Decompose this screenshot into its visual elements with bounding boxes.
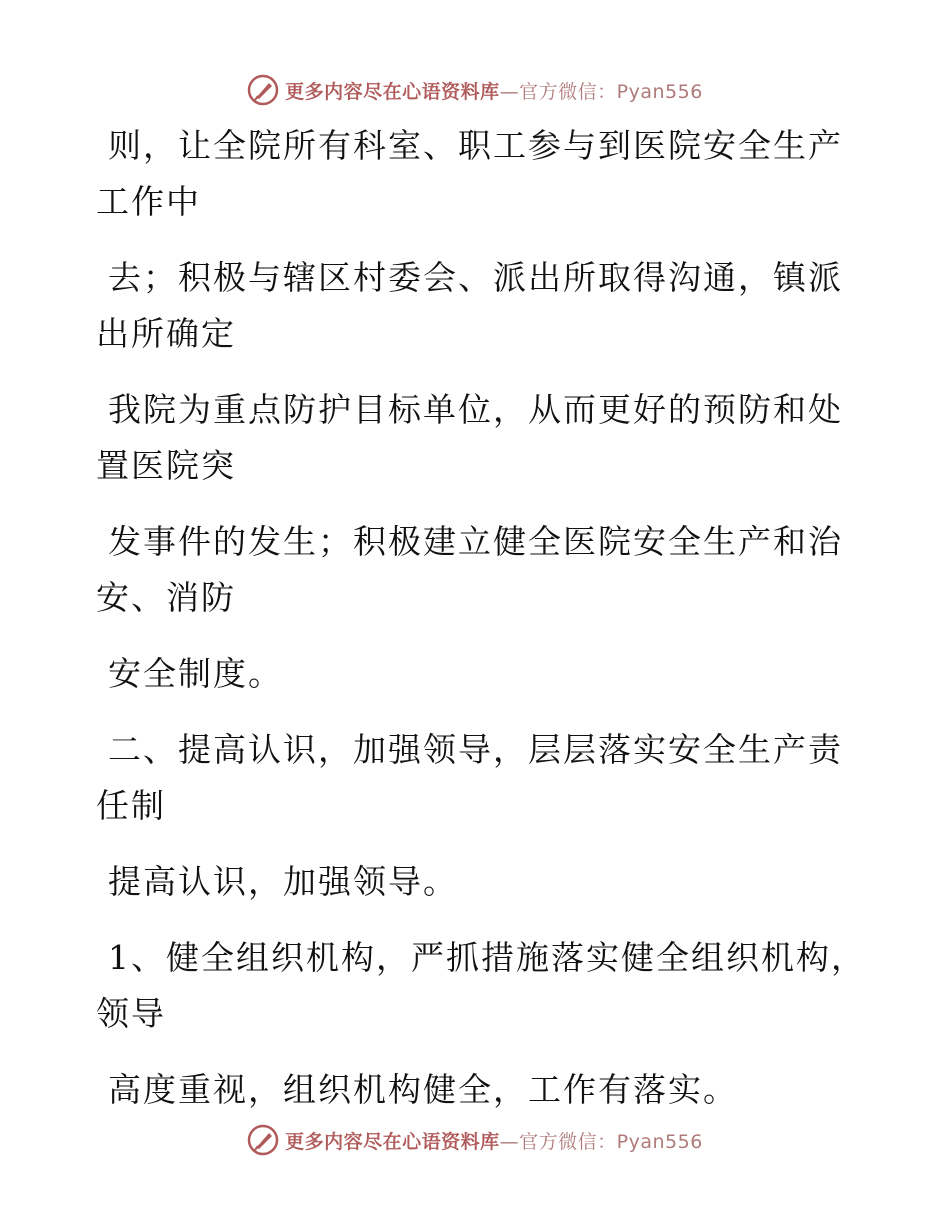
text-line: 安、消防 (96, 578, 236, 617)
paragraph (96, 514, 843, 626)
text-line: 发事件的发生；积极建立健全医院安全生产和治 (108, 522, 843, 561)
text-line: 二、提高认识，加强领导，层层落实安全生产责 (108, 730, 843, 769)
banner-text-main: 更多内容尽在心语资料库 (285, 1130, 500, 1153)
feather-pen-icon (247, 74, 279, 106)
text-line: 工作中 (96, 182, 201, 221)
text-line: 出所确定 (96, 314, 236, 353)
paragraph (96, 250, 843, 362)
banner-text-tail: —官方微信：Pyan556 (499, 80, 703, 103)
paragraph (96, 854, 836, 910)
text-line: 高度重视，组织机构健全，工作有落实。 (108, 1070, 738, 1109)
banner-text-tail: —官方微信：Pyan556 (499, 1130, 703, 1153)
paragraph (96, 118, 843, 230)
paragraph (96, 646, 836, 702)
paragraph (96, 382, 843, 494)
paragraph (96, 1062, 836, 1118)
feather-pen-icon (247, 1124, 279, 1156)
footer-watermark-banner (0, 1120, 950, 1160)
text-line: 安全制度。 (108, 654, 283, 693)
text-line: 我院为重点防护目标单位，从而更好的预防和处 (108, 390, 843, 429)
paragraph (96, 930, 866, 1042)
text-line: 领导 (96, 994, 166, 1033)
text-line: 去；积极与辖区村委会、派出所取得沟通，镇派 (108, 258, 843, 297)
text-line: 置医院突 (96, 446, 236, 485)
paragraph (96, 722, 843, 834)
header-watermark-banner (0, 70, 950, 110)
text-line: 提高认识，加强领导。 (108, 862, 458, 901)
banner-text-main: 更多内容尽在心语资料库 (285, 80, 500, 103)
text-line: 则，让全院所有科室、职工参与到医院安全生产 (108, 126, 843, 165)
document-body (96, 118, 866, 1138)
text-line: 任制 (96, 786, 166, 825)
text-line: 1、健全组织机构，严抓措施落实健全组织机构， (108, 938, 866, 977)
